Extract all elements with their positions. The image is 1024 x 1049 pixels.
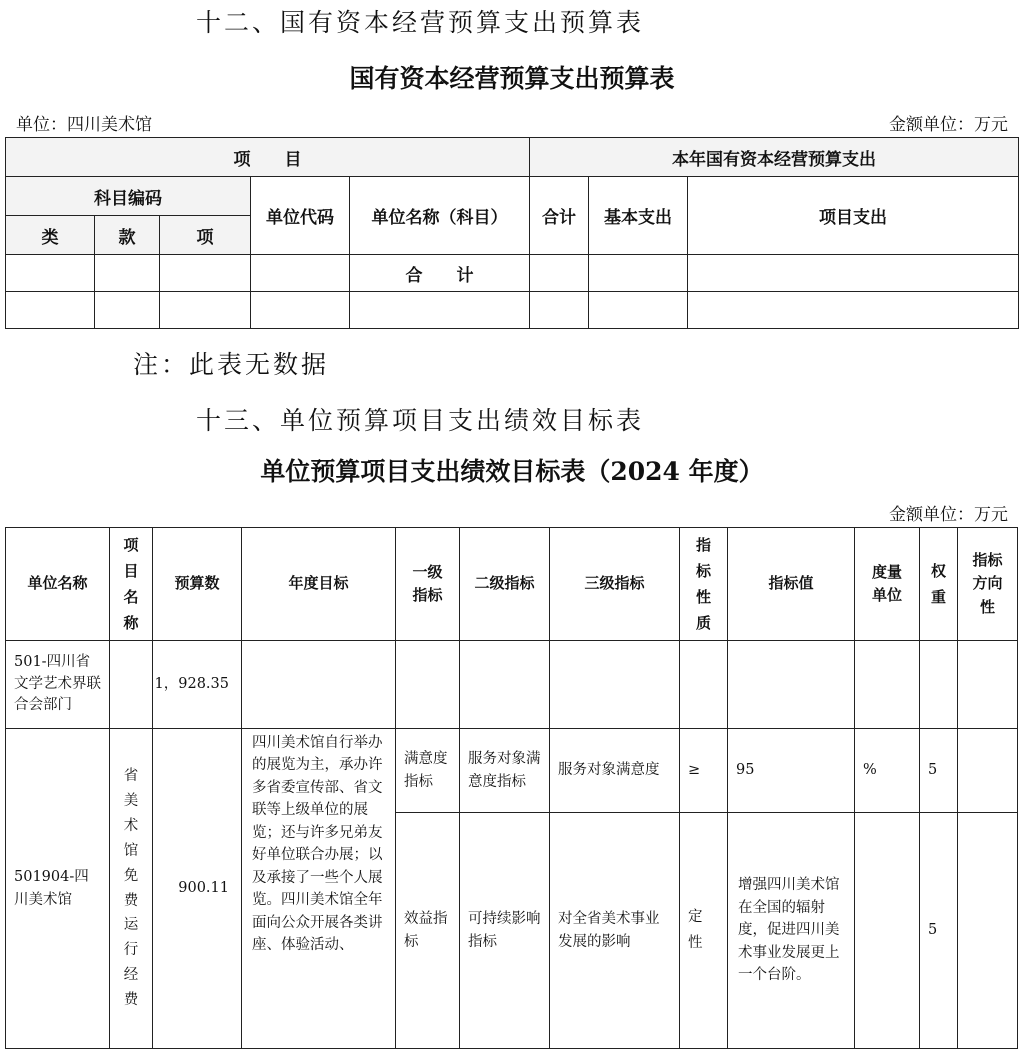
level2-indicator: 可持续影响指标	[460, 813, 550, 1049]
budget-col: 预算数	[153, 528, 242, 641]
unit-name: 501904-四川美术馆	[6, 729, 110, 1049]
item-header: 项	[160, 216, 251, 255]
level2-indicator: 服务对象满意度指标	[460, 729, 550, 813]
level2-col: 二级指标	[460, 528, 550, 641]
section-12-heading: 十二、国有资本经营预算支出预算表	[196, 8, 645, 37]
performance-target-table	[5, 527, 1018, 1049]
dept-budget: 1，928.35	[153, 641, 242, 729]
unit-budget: 900.11	[153, 729, 242, 1049]
total-header: 合计	[530, 177, 589, 255]
sum-row	[6, 255, 1019, 292]
dept-row	[6, 641, 1018, 729]
section-header: 款	[95, 216, 160, 255]
weight: 5	[920, 729, 958, 813]
empty-row	[6, 292, 1019, 329]
indicator-nature: ≥	[680, 729, 728, 813]
value-col: 指标值	[728, 528, 855, 641]
measure-unit	[855, 813, 920, 1049]
indicator-value: 增强四川美术馆在全国的辐射度，促进四川美术事业发展更上一个台阶。	[728, 813, 855, 1049]
weight-col: 权重	[920, 528, 958, 641]
basic-expenditure-header: 基本支出	[589, 177, 688, 255]
current-year-header: 本年国有资本经营预算支出	[530, 138, 1019, 177]
sum-label: 合 计	[350, 255, 530, 292]
project-name: 省美术馆免费运行经费	[110, 729, 153, 1049]
level3-col: 三级指标	[550, 528, 680, 641]
section-13-title: 单位预算项目支出绩效目标表（2024 年度）	[260, 457, 764, 486]
indicator-row-1	[6, 729, 1018, 813]
measure-unit-col: 度量单位	[855, 528, 920, 641]
section-13-heading: 十三、单位预算项目支出绩效目标表	[196, 406, 645, 435]
annual-goal-text: 四川美术馆自行举办的展览为主，承办许多省委宣传部、省文联等上级单位的展览；还与许多兄弟友好单位联合办展；以及承接了一些个人展览。四川美术馆全年面向公众开展各类讲座、体验活动、	[242, 729, 396, 1049]
amount-unit-label: 金额单位：万元	[889, 115, 1008, 135]
unit-code-header: 单位代码	[251, 177, 350, 255]
level1-indicator: 效益指标	[396, 813, 460, 1049]
indicator-nature: 定性	[680, 813, 728, 1049]
indicator-value: 95	[728, 729, 855, 813]
state-capital-budget-table	[5, 137, 1019, 329]
project-header: 项 目	[6, 138, 530, 177]
weight: 5	[920, 813, 958, 1049]
annual-goal-col: 年度目标	[242, 528, 396, 641]
measure-unit: %	[855, 729, 920, 813]
unit-name-col: 单位名称	[6, 528, 110, 641]
unit-name-header: 单位名称（科目）	[350, 177, 530, 255]
amount-unit-label-2: 金额单位：万元	[889, 505, 1008, 525]
project-name-col: 项目名称	[110, 528, 153, 641]
level3-indicator: 对全省美术事业发展的影响	[550, 813, 680, 1049]
no-data-note: 注：此表无数据	[133, 350, 330, 379]
level3-indicator: 服务对象满意度	[550, 729, 680, 813]
direction-col: 指标方向性	[958, 528, 1018, 641]
dept-unit-name: 501-四川省文学艺术界联合会部门	[6, 641, 110, 729]
subject-code-header: 科目编码	[6, 177, 251, 216]
class-header: 类	[6, 216, 95, 255]
level1-indicator: 满意度指标	[396, 729, 460, 813]
level1-col: 一级指标	[396, 528, 460, 641]
project-expenditure-header: 项目支出	[688, 177, 1019, 255]
unit-label: 单位：四川美术馆	[16, 115, 152, 135]
section-12-title: 国有资本经营预算支出预算表	[349, 64, 675, 93]
nature-col: 指标性质	[680, 528, 728, 641]
